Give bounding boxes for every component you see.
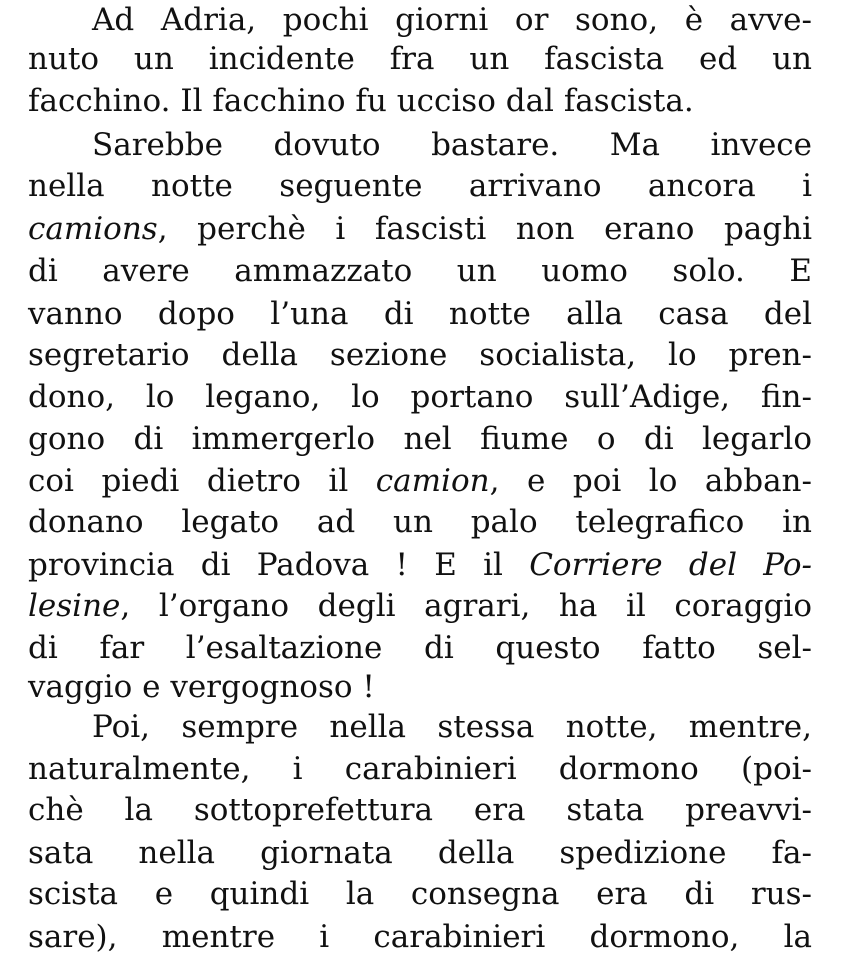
text-run: segretario della sezione socialista, lo pren- bbox=[28, 337, 812, 373]
text-run: provincia di Padova ! E il bbox=[28, 547, 530, 583]
text-run: chè la sottoprefettura era stata preavvi- bbox=[28, 792, 812, 828]
text-line bbox=[28, 626, 812, 670]
text-line bbox=[28, 788, 812, 832]
text-run: Poi, sempre nella stessa notte, mentre, bbox=[92, 709, 812, 745]
text-line bbox=[92, 705, 812, 749]
text-line bbox=[28, 831, 812, 875]
text-run: nella notte seguente arrivano ancora i bbox=[28, 168, 812, 204]
text-line bbox=[28, 665, 812, 709]
text-run: di far l’esaltazione di questo fatto sel- bbox=[28, 630, 812, 666]
text-run: Ad Adria, pochi giorni or sono, è avve- bbox=[92, 2, 812, 38]
text-line bbox=[28, 915, 812, 959]
text-line bbox=[28, 500, 812, 544]
text-run: , e poi lo abban- bbox=[489, 463, 812, 499]
text-line bbox=[28, 872, 812, 916]
text-line bbox=[28, 375, 812, 419]
text-run: di avere ammazzato un uomo solo. E bbox=[28, 253, 812, 289]
text-line bbox=[28, 164, 812, 208]
text-run: , perchè i fascisti non erano paghi bbox=[157, 211, 812, 247]
text-run: nuto un incidente fra un fascista ed un bbox=[28, 41, 812, 77]
text-line bbox=[28, 249, 812, 293]
text-run: gono di immergerlo nel fiume o di legarlo bbox=[28, 421, 812, 457]
text-run: naturalmente, i carabinieri dormono (poi- bbox=[28, 751, 812, 787]
text-line bbox=[28, 37, 812, 81]
text-run: dono, lo legano, lo portano sull’Adige, fin- bbox=[28, 379, 812, 415]
text-line bbox=[92, 0, 812, 42]
text-run: sata nella giornata della spedizione fa- bbox=[28, 835, 812, 871]
italic-text: Corriere del Po- bbox=[529, 547, 813, 583]
text-line bbox=[28, 747, 812, 791]
italic-text: camions bbox=[28, 211, 158, 247]
text-line bbox=[28, 207, 812, 251]
text-line bbox=[28, 292, 812, 336]
text-line bbox=[92, 123, 812, 167]
text-line bbox=[28, 417, 812, 461]
text-run: facchino. Il facchino fu ucciso dal fascista. bbox=[28, 83, 694, 119]
text-line bbox=[28, 459, 812, 503]
text-run: sare), mentre i carabinieri dormono, la bbox=[28, 919, 812, 955]
text-run: donano legato ad un palo telegrafico in bbox=[28, 504, 812, 540]
text-run: vanno dopo l’una di notte alla casa del bbox=[28, 296, 812, 332]
text-run: coi piedi dietro il bbox=[28, 463, 376, 499]
text-run: Sarebbe dovuto bastare. Ma invece bbox=[92, 127, 812, 163]
text-run: , l’organo degli agrari, ha il coraggio bbox=[120, 588, 812, 624]
italic-text: lesine bbox=[28, 588, 121, 624]
text-line bbox=[28, 543, 812, 587]
text-line bbox=[28, 333, 812, 377]
italic-text: camion bbox=[375, 463, 490, 499]
text-line bbox=[28, 584, 812, 628]
text-run: vaggio e vergognoso ! bbox=[28, 669, 375, 705]
text-line bbox=[28, 79, 812, 123]
text-run: scista e quindi la consegna era di rus- bbox=[28, 876, 812, 912]
